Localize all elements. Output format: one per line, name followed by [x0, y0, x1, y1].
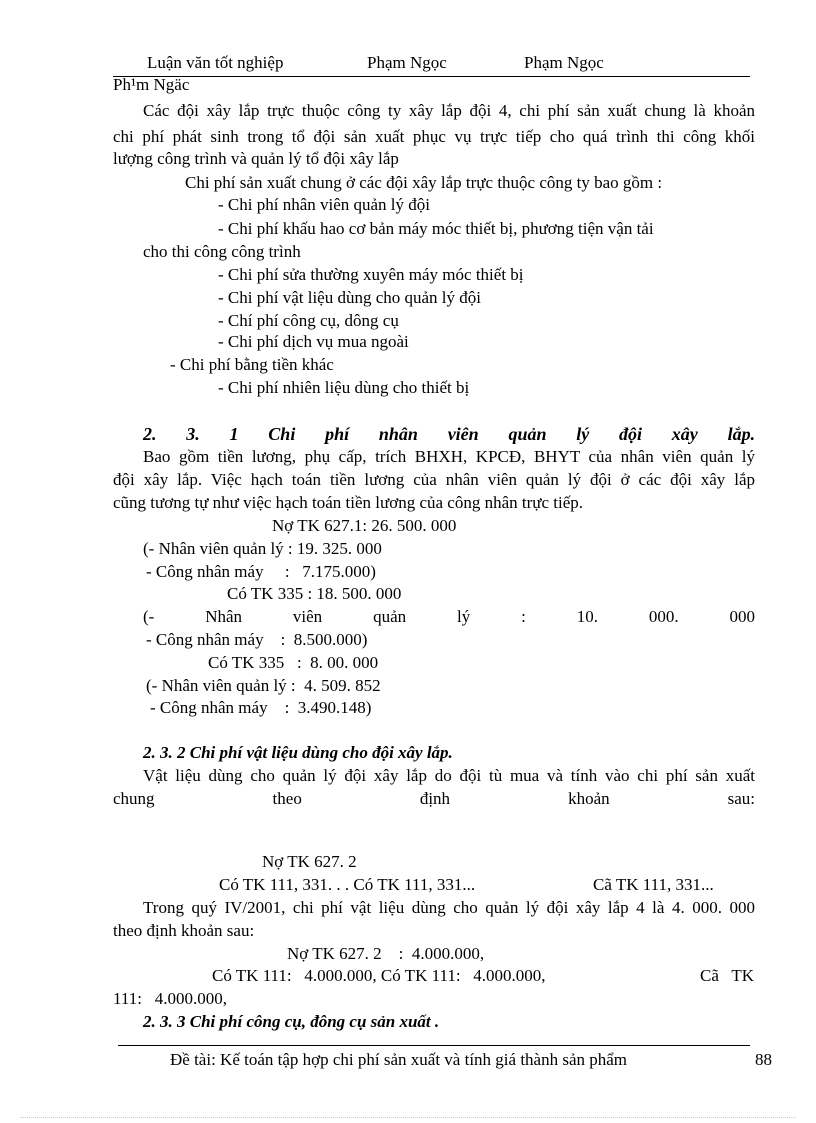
header-author: Phạm Ngọc [367, 53, 447, 72]
list-item: - Chi phí nhân viên quản lý đội [218, 195, 431, 214]
section-heading: 2. 3. 2 Chi phí vật liệu dùng cho đội xây lắp. [143, 743, 453, 762]
paragraph-line: Vật liệu dùng cho quản lý đội xây lắp do đội tù mua và tính vào chi phí sản xuất [143, 766, 755, 785]
section-heading: 2. 3. 3 Chi phí công cụ, đông cụ sản xuất . [143, 1012, 440, 1031]
entry-debit: Nợ TK 627. 2 [262, 852, 357, 871]
entry-credit: Có TK 111, 331. . . Có TK 111, 331... [219, 875, 476, 894]
entry-credit: Có TK 335 : 18. 500. 000 [227, 584, 402, 603]
list-item: - Chi phí vật liệu dùng cho quản lý đội [218, 288, 481, 307]
entry-line: (- Nhân viên quản lý : 10. 000. 000 [143, 607, 755, 626]
list-item: - Chi phí bằng tiền khác [170, 355, 334, 374]
entry-credit: 111: 4.000.000, [113, 989, 227, 1008]
entry-line: (- Nhân viên quản lý : 4. 509. 852 [146, 676, 381, 695]
paragraph-line: chung theo định khoản sau: [113, 789, 755, 808]
list-item-continued: cho thi công công trình [143, 242, 301, 261]
footer-topic: Đề tài: Kế toán tập hợp chi phí sản xuất và tính giá thành sản phẩm [170, 1050, 628, 1069]
entry-credit: Cã TK 111, 331... [593, 875, 714, 894]
entry-line: (- Nhân viên quản lý : 19. 325. 000 [143, 539, 382, 558]
paragraph-line: Trong quý IV/2001, chi phí vật liệu dùng cho quản lý đội xây lắp 4 là 4. 000. 000 [143, 898, 755, 917]
list-item: - Chí phí công cụ, dông cụ [218, 311, 399, 330]
list-intro: Chi phí sản xuất chung ở các đội xây lắp trực thuộc công ty bao gồm : [185, 173, 663, 192]
entry-credit: Có TK 111: 4.000.000, Có TK 111: 4.000.000, [212, 966, 546, 985]
list-item: - Chi phí sửa thường xuyên máy móc thiết bị [218, 265, 524, 284]
entry-line: - Công nhân máy : 8.500.000) [146, 630, 368, 649]
page-number: 88 [755, 1050, 772, 1069]
header-author-continued: Ph¹m Ngäc [113, 75, 190, 94]
entry-credit: Cã TK [700, 966, 754, 985]
intro-line: chi phí phát sinh trong tổ đội sản xuất phục vụ trực tiếp cho quá trình thi công khối [113, 127, 755, 146]
entry-line: - Công nhân máy : 7.175.000) [146, 562, 376, 581]
intro-line: Các đội xây lắp trực thuộc công ty xây lắp đội 4, chi phí sản xuất chung là khoản [143, 101, 755, 120]
header-rule [113, 76, 750, 77]
list-item: - Chi phí khấu hao cơ bản máy móc thiết bị, phương tiện vận tải [218, 219, 654, 238]
entry-debit: Nợ TK 627.1: 26. 500. 000 [272, 516, 457, 535]
page-edge-divider [20, 1117, 796, 1118]
paragraph-line: đội xây lắp. Việc hạch toán tiền lương của nhân viên quản lý đội ở các đội xây lắp [113, 470, 755, 489]
section-heading: 2. 3. 1 Chi phí nhân viên quản lý đội xây lắp. [143, 424, 756, 444]
list-item: - Chi phí dịch vụ mua ngoài [218, 332, 409, 351]
entry-line: - Công nhân máy : 3.490.148) [150, 698, 372, 717]
header-author-repeat: Phạm Ngọc [524, 53, 604, 72]
entry-credit: Có TK 335 : 8. 00. 000 [208, 653, 379, 672]
entry-debit: Nợ TK 627. 2 : 4.000.000, [287, 944, 485, 963]
intro-line: lượng công trình và quản lý tổ đội xây lắp [113, 149, 399, 168]
list-item: - Chi phí nhiên liệu dùng cho thiết bị [218, 378, 470, 397]
footer-rule [118, 1045, 750, 1046]
paragraph-line: Bao gồm tiền lương, phụ cấp, trích BHXH, KPCĐ, BHYT của nhân viên quản lý [143, 447, 755, 466]
header-title: Luận văn tốt nghiệp [147, 53, 284, 72]
paragraph-line: cũng tương tự như việc hạch toán tiền lương của công nhân trực tiếp. [113, 493, 584, 512]
paragraph-line: theo định khoản sau: [113, 921, 255, 940]
